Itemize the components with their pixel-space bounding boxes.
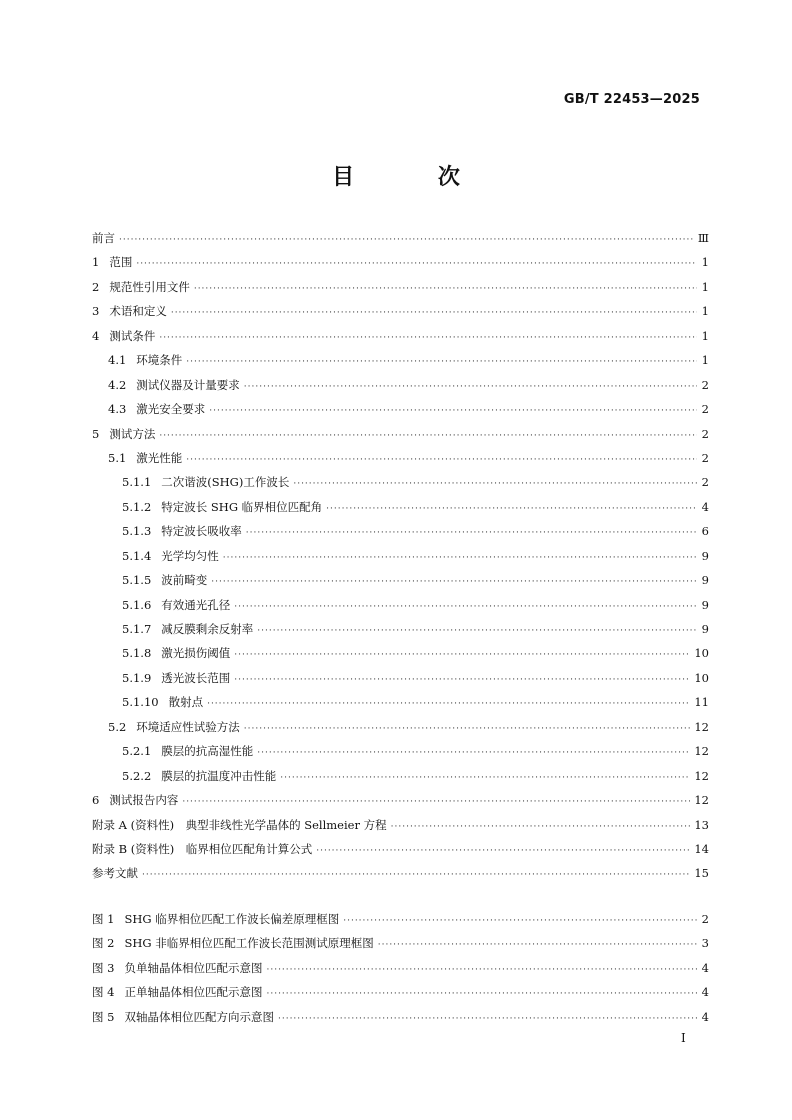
toc-entry-number: 5.1.5 [122, 573, 152, 588]
toc-entry-number: 5.1.7 [122, 622, 152, 636]
toc-entry-label: 附录 A (资料性) 典型非线性光学晶体的 Sellmeier 方程 [92, 817, 387, 832]
toc-entry-label: 激光性能 [136, 450, 183, 465]
toc-entry-page: 1 [701, 304, 709, 319]
toc-entry-label: 范围 [109, 255, 133, 270]
toc-entry-number: 图 4 [92, 985, 115, 1000]
toc-entry-page: 12 [694, 793, 709, 808]
toc-entry-label: 术语和定义 [109, 304, 167, 319]
toc-entry-label: 测试方法 [109, 426, 156, 441]
toc-entry[interactable] [92, 813, 709, 837]
toc-entry-number: 2 [92, 279, 100, 294]
toc-entry[interactable] [92, 1005, 709, 1029]
toc-entry-number: 5.2.1 [122, 744, 152, 759]
toc-entry-page: 14 [694, 841, 709, 856]
toc-entry[interactable] [92, 446, 709, 470]
toc-entry-label: 减反膜剩余反射率 [161, 622, 254, 636]
toc-entry-label: 膜层的抗温度冲击性能 [161, 768, 277, 783]
toc-entry[interactable] [92, 837, 709, 861]
table-of-contents [92, 226, 709, 886]
toc-entry-label: 测试报告内容 [109, 793, 179, 808]
toc-entry-page: 1 [701, 255, 709, 270]
toc-entry-page: 4 [701, 960, 709, 975]
dot-leader [280, 766, 690, 790]
toc-entry-page: 9 [701, 597, 709, 612]
toc-entry-page: 1 [701, 353, 709, 368]
toc-entry-page: 11 [694, 695, 709, 710]
toc-entry-number: 5.2.2 [122, 768, 152, 783]
figure-list [92, 907, 709, 1029]
dot-leader [378, 933, 697, 957]
toc-entry-page: 12 [694, 719, 709, 734]
toc-entry-label: 有效通光孔径 [161, 597, 231, 612]
toc-entry-page: 9 [701, 622, 709, 636]
toc-entry-page: 2 [701, 377, 709, 392]
toc-entry-label: 透光波长范围 [161, 670, 231, 685]
toc-entry-page: 2 [701, 912, 709, 926]
toc-entry-number: 6 [92, 793, 100, 808]
toc-entry[interactable] [92, 544, 709, 568]
toc-entry-page: 1 [701, 279, 709, 294]
toc-entry-label: 环境条件 [136, 353, 183, 368]
toc-entry-number: 5.1.4 [122, 548, 152, 563]
toc-entry-page: 2 [701, 426, 709, 441]
dot-leader [244, 375, 697, 399]
toc-entry-page: 9 [701, 573, 709, 588]
toc-entry-page: 12 [694, 744, 709, 759]
toc-entry[interactable] [92, 568, 709, 592]
dot-leader [171, 301, 697, 325]
toc-entry[interactable] [92, 519, 709, 543]
toc-entry-number: 4.2 [108, 377, 127, 392]
toc-entry[interactable] [92, 348, 709, 372]
toc-entry-number: 4.1 [108, 353, 127, 368]
toc-entry[interactable] [92, 764, 709, 788]
toc-entry-page: 4 [701, 985, 709, 1000]
dot-leader [207, 692, 690, 716]
dot-leader [257, 619, 697, 643]
toc-entry[interactable] [92, 299, 709, 323]
toc-entry-label: 环境适应性试验方法 [136, 719, 240, 734]
dot-leader [159, 326, 697, 350]
toc-entry-number: 图 1 [92, 912, 115, 926]
toc-entry-number: 5.1.3 [122, 524, 152, 539]
dot-leader [244, 717, 691, 741]
toc-entry-label: 正单轴晶体相位匹配示意图 [124, 985, 263, 1000]
toc-entry-page: 9 [701, 548, 709, 563]
toc-entry-label: 测试条件 [109, 328, 156, 343]
toc-entry[interactable] [92, 422, 709, 446]
dot-leader [186, 448, 697, 472]
toc-entry-number: 4.3 [108, 402, 127, 417]
dot-leader [234, 595, 697, 619]
dot-leader [186, 350, 697, 374]
toc-entry-number: 5.1.2 [122, 499, 152, 514]
toc-entry-number: 5.1.8 [122, 646, 152, 661]
toc-entry-page: 1 [701, 328, 709, 343]
toc-entry-number: 5.1 [108, 450, 127, 465]
toc-entry[interactable] [92, 275, 709, 299]
toc-entry-page: 4 [701, 499, 709, 514]
toc-entry-label: 负单轴晶体相位匹配示意图 [124, 960, 263, 975]
dot-leader [142, 863, 690, 887]
dot-leader [278, 1007, 697, 1031]
toc-entry-number: 5.1.9 [122, 670, 152, 685]
dot-leader [343, 909, 697, 933]
toc-entry[interactable] [92, 373, 709, 397]
toc-entry[interactable] [92, 690, 709, 714]
toc-entry-page: Ⅲ [697, 231, 709, 245]
toc-entry[interactable] [92, 470, 709, 494]
dot-leader [266, 958, 697, 982]
dot-leader [209, 399, 697, 423]
dot-leader [391, 815, 691, 839]
toc-entry-number: 5.1.1 [122, 475, 152, 490]
toc-entry[interactable] [92, 593, 709, 617]
toc-entry-page: 10 [694, 646, 709, 661]
toc-entry-label: 特定波长 SHG 临界相位匹配角 [161, 499, 323, 514]
toc-entry-label: 附录 B (资料性) 临界相位匹配角计算公式 [92, 841, 313, 856]
toc-entry[interactable] [92, 641, 709, 665]
toc-entry-page: 2 [701, 450, 709, 465]
toc-entry[interactable] [92, 324, 709, 348]
toc-entry-label: 波前畸变 [161, 573, 208, 588]
dot-leader [159, 424, 697, 448]
toc-entry[interactable] [92, 788, 709, 812]
toc-entry-label: 光学均匀性 [161, 548, 219, 563]
dot-leader [234, 668, 690, 692]
toc-entry-label: SHG 非临界相位匹配工作波长范围测试原理框图 [124, 936, 374, 951]
toc-entry-number: 5 [92, 426, 100, 441]
toc-entry[interactable] [92, 495, 709, 519]
toc-entry-page: 13 [694, 817, 709, 832]
toc-entry-page: 4 [701, 1009, 709, 1024]
toc-entry-label: 散射点 [168, 695, 204, 710]
toc-entry-page: 2 [701, 402, 709, 417]
dot-leader [136, 252, 697, 276]
toc-entry[interactable] [92, 956, 709, 980]
toc-entry-number: 1 [92, 255, 100, 270]
toc-entry[interactable] [92, 397, 709, 421]
toc-entry-label: 规范性引用文件 [109, 279, 190, 294]
toc-entry[interactable] [92, 907, 709, 931]
toc-entry-label: SHG 临界相位匹配工作波长偏差原理框图 [124, 912, 340, 926]
toc-entry-label: 双轴晶体相位匹配方向示意图 [124, 1009, 274, 1024]
toc-entry-number: 4 [92, 328, 100, 343]
toc-entry-label: 膜层的抗高湿性能 [161, 744, 254, 759]
toc-entry-page: 2 [701, 475, 709, 490]
toc-entry[interactable] [92, 739, 709, 763]
toc-entry-number: 图 3 [92, 960, 115, 975]
toc-entry-label: 激光安全要求 [136, 402, 206, 417]
toc-entry-number: 5.2 [108, 719, 127, 734]
toc-entry[interactable] [92, 931, 709, 955]
toc-entry-page: 15 [694, 866, 709, 881]
toc-entry[interactable] [92, 980, 709, 1004]
toc-entry-number: 5.1.6 [122, 597, 152, 612]
page-title: 目 次 [332, 165, 498, 190]
toc-entry-label: 测试仪器及计量要求 [136, 377, 240, 392]
toc-entry[interactable] [92, 715, 709, 739]
dot-leader [211, 570, 697, 594]
dot-leader [119, 228, 694, 252]
dot-leader [246, 521, 697, 545]
page-number: I [681, 1031, 686, 1045]
toc-entry-label: 特定波长吸收率 [161, 524, 242, 539]
toc-entry[interactable] [92, 861, 709, 885]
toc-entry-number: 图 2 [92, 936, 115, 951]
toc-entry-page: 12 [694, 768, 709, 783]
toc-entry-page: 10 [694, 670, 709, 685]
dot-leader [257, 741, 690, 765]
dot-leader [316, 839, 690, 863]
toc-entry-page: 3 [701, 936, 709, 951]
toc-entry-page: 6 [701, 524, 709, 539]
toc-entry-number: 3 [92, 304, 100, 319]
toc-entry[interactable] [92, 666, 709, 690]
dot-leader [234, 643, 690, 667]
dot-leader [182, 790, 690, 814]
toc-entry-label: 参考文献 [92, 866, 138, 881]
toc-entry[interactable] [92, 250, 709, 274]
toc-entry-number: 5.1.10 [122, 695, 159, 710]
dot-leader [293, 472, 697, 496]
dot-leader [194, 277, 697, 301]
dot-leader [326, 497, 697, 521]
toc-entry[interactable] [92, 226, 709, 250]
dot-leader [266, 982, 697, 1006]
toc-entry-label: 二次谐波(SHG)工作波长 [161, 475, 290, 490]
standard-number: GB/T 22453—2025 [563, 92, 700, 107]
toc-entry[interactable] [92, 617, 709, 641]
dot-leader [223, 546, 697, 570]
toc-entry-number: 图 5 [92, 1009, 115, 1024]
toc-entry-label: 激光损伤阈值 [161, 646, 231, 661]
toc-entry-label: 前言 [92, 231, 115, 245]
